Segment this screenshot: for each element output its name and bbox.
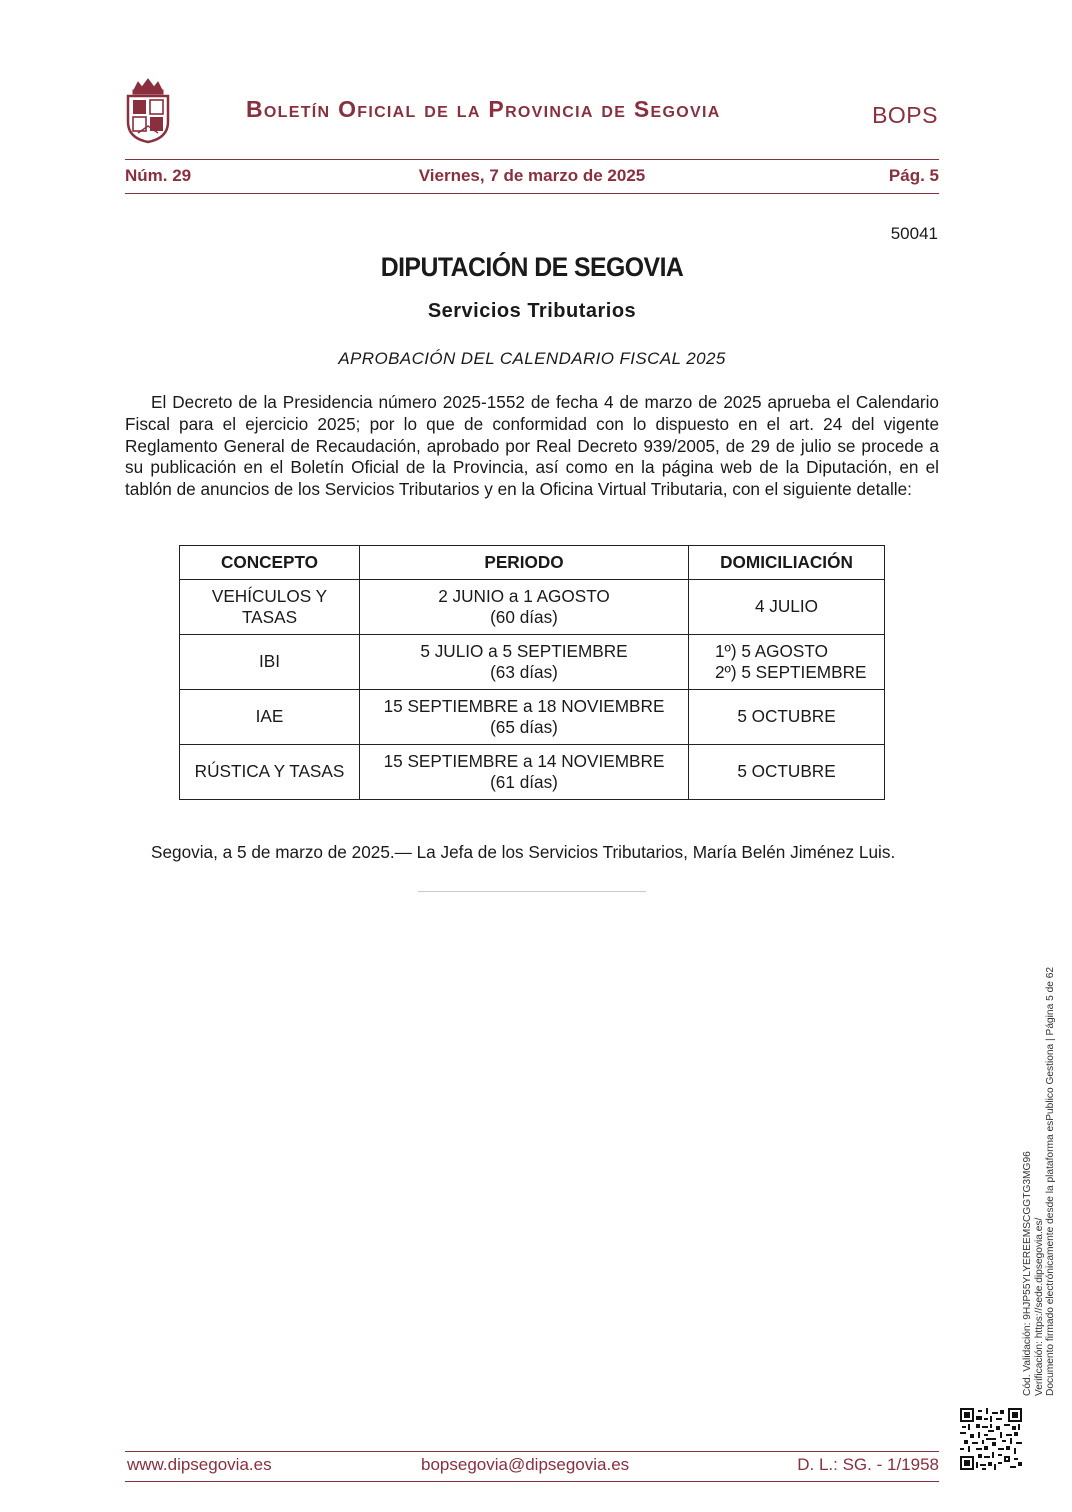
signature-line: Segovia, a 5 de marzo de 2025.— La Jefa de los Servicios Tributarios, María Belén Jiménez Luis. bbox=[151, 842, 896, 862]
announcement-body: El Decreto de la Presidencia número 2025-1552 de fecha 4 de marzo de 2025 aprueba el Calendario Fiscal para el ejercicio 2025; por lo que de conformidad con lo dispuesto en el art. 24 del vigente Reglamento General de Recaudación, aprobado por Real Decreto 939/2005, de 29 de julio se procede a su publicación en el Boletín Oficial de la Provincia, así como en la página web de la Diputación, en el tablón de anuncios de los Servicios Tributarios y en la Oficina Virtual Tributaria, con el siguiente detalle: bbox=[125, 392, 939, 500]
issue-number: Núm. 29 bbox=[125, 166, 192, 185]
table-row bbox=[180, 635, 885, 690]
concept-cell: IBI bbox=[180, 635, 360, 690]
page-number: Pág. 5 bbox=[888, 166, 939, 185]
domiciliation-cell: 5 OCTUBRE bbox=[689, 745, 885, 800]
concept-cell: RÚSTICA Y TASAS bbox=[180, 745, 360, 800]
period-cell: 2 JUNIO a 1 AGOSTO (60 días) bbox=[360, 580, 689, 635]
service-heading: Servicios Tributarios bbox=[427, 300, 637, 322]
announcement-reference: 50041 bbox=[890, 224, 938, 243]
concept-cell: VEHÍCULOS Y TASAS bbox=[180, 580, 360, 635]
footer-bottom-rule bbox=[125, 1481, 939, 1482]
header-bottom-rule bbox=[125, 193, 939, 194]
email-link[interactable]: bopsegovia@dipsegovia.es bbox=[421, 1455, 630, 1474]
period-cell: 15 SEPTIEMBRE a 18 NOVIEMBRE (65 días) bbox=[360, 690, 689, 745]
validation-code: Cód. Validación: 9HJP55YLYEREEMSCGGTG3MG96 bbox=[1022, 1151, 1033, 1396]
domiciliation-cell: 1º) 5 AGOSTO 2º) 5 SEPTIEMBRE bbox=[689, 635, 885, 690]
website-link[interactable]: www.dipsegovia.es bbox=[127, 1455, 272, 1474]
period-cell: 15 SEPTIEMBRE a 14 NOVIEMBRE (61 días) bbox=[360, 745, 689, 800]
table-row bbox=[180, 580, 885, 635]
bulletin-code: BOPS bbox=[872, 102, 938, 128]
fiscal-calendar-table bbox=[179, 545, 885, 800]
footer bbox=[125, 1455, 939, 1477]
column-header-domiciliation: DOMICILIACIÓN bbox=[689, 546, 885, 580]
verification-url: Verificación: https://sede.dipsegovia.es/ bbox=[1033, 1217, 1045, 1396]
verification-note bbox=[1022, 967, 1057, 1396]
table-row bbox=[180, 690, 885, 745]
column-header-period: PERIODO bbox=[360, 546, 689, 580]
end-divider bbox=[418, 891, 646, 892]
issue-date: Viernes, 7 de marzo de 2025 bbox=[418, 166, 646, 185]
coat-of-arms-icon bbox=[124, 76, 172, 144]
organization-heading: DIPUTACIÓN DE SEGOVIA bbox=[380, 252, 684, 282]
qr-code-icon bbox=[960, 1408, 1022, 1470]
signature-platform-note: Documento firmado electrónicamente desde la plataforma esPublico Gestiona | Página 5 de 62 bbox=[1045, 966, 1056, 1396]
issue-meta-bar bbox=[125, 166, 939, 188]
concept-cell: IAE bbox=[180, 690, 360, 745]
period-cell: 5 JULIO a 5 SEPTIEMBRE (63 días) bbox=[360, 635, 689, 690]
table-header-row bbox=[180, 546, 885, 580]
domiciliation-cell: 5 OCTUBRE bbox=[689, 690, 885, 745]
column-header-concept: CONCEPTO bbox=[180, 546, 360, 580]
header-top-rule bbox=[125, 159, 939, 160]
domiciliation-cell: 4 JULIO bbox=[689, 580, 885, 635]
footer-top-rule bbox=[125, 1451, 939, 1452]
announcement-subject: APROBACIÓN DEL CALENDARIO FISCAL 2025 bbox=[338, 349, 726, 368]
bulletin-title: Boletín Oficial de la Provincia de Segovia bbox=[246, 96, 721, 122]
legal-deposit: D. L.: SG. - 1/1958 bbox=[797, 1455, 939, 1474]
table-row bbox=[180, 745, 885, 800]
